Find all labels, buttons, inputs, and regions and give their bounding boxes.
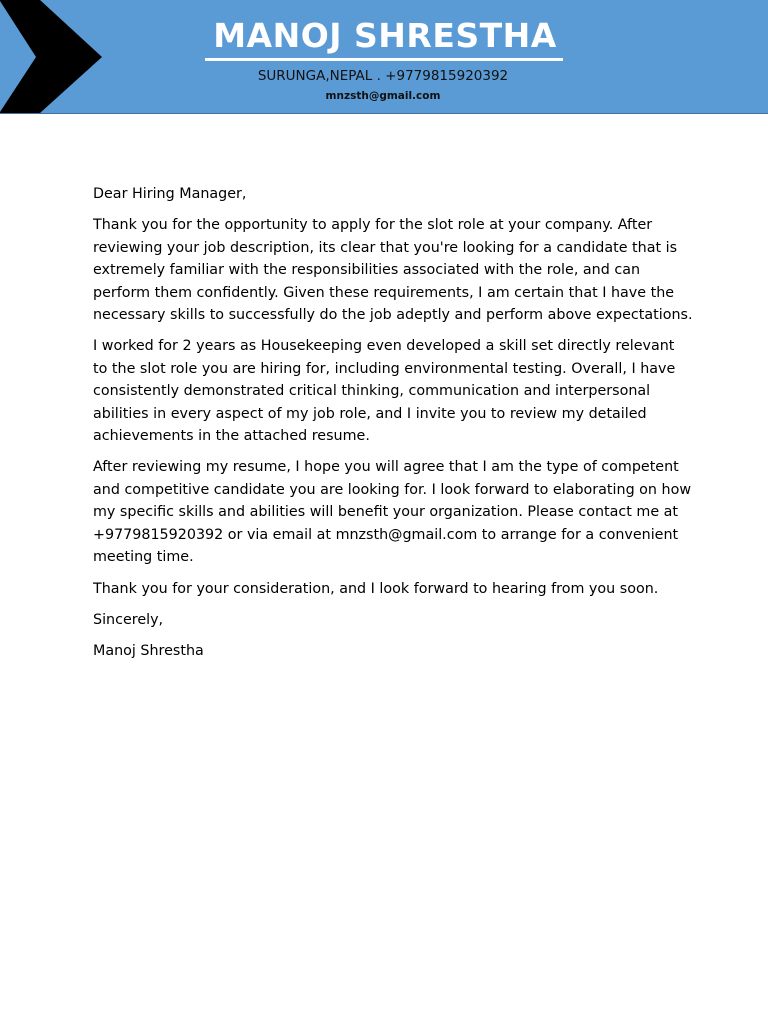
letter-paragraph-3: After reviewing my resume, I hope you will agree that I am the type of competent and competitive candidate you are looking for. I look forward to elaborating on how my specific skills and abilities will benefit your organization. Please contact me at +9779815920392 or via email at mnzsth@gmail.com to arrange for a convenient meeting time. [93,459,692,566]
letter-closing: Sincerely, [93,611,164,628]
letter-salutation: Dear Hiring Manager, [93,186,247,202]
letter-signature: Manoj Shrestha [93,643,204,660]
letter-paragraph-1: Thank you for the opportunity to apply for the slot role at your company. After reviewing your job description, its clear that you're looking for a candidate that is extremely familiar with the responsibilities associated with the role, and can perform them confidently. Given these requirements, I am certain that I have the necessary skills to successfully do the job adeptly and perform above expectations. [93,217,693,324]
chevron-shape [0,0,102,113]
letter-paragraph-4: Thank you for your consideration, and I look forward to hearing from you soon. [93,580,659,597]
letter-body [93,183,693,672]
header-name: MANOJ SHRESTHA [213,16,557,55]
header-email: mnzsth@gmail.com [325,90,441,102]
header-contact: SURUNGA,NEPAL . +9779815920392 [257,68,509,84]
chevron-arrow-icon [0,0,102,113]
header-band [0,0,768,114]
header-name-underline [205,58,563,61]
letter-paragraph-2: I worked for 2 years as Housekeeping even developed a skill set directly relevant to the slot role you are hiring for, including environmental testing. Overall, I have consistently demonstrated critical thinking, communication and interpersonal abilities in every aspect of my job role, and I invite you to review my detailed achievements in the attached resume. [93,338,676,445]
